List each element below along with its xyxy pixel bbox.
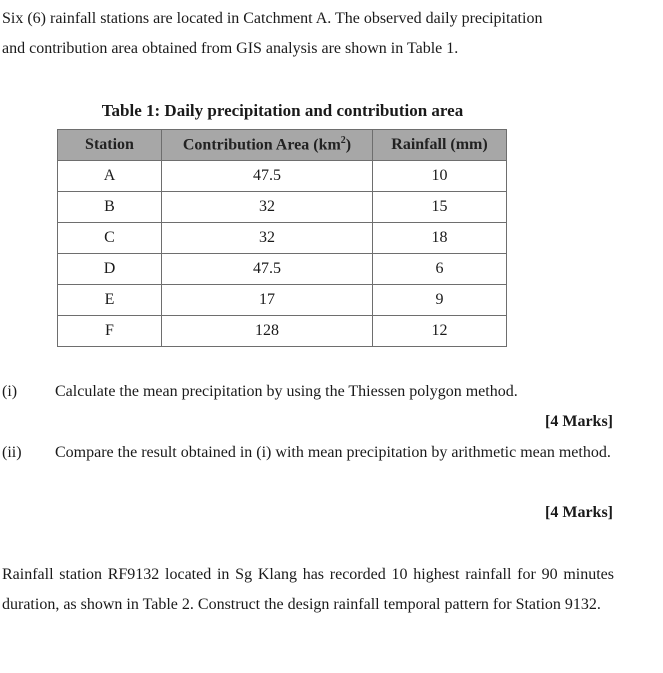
table-row [58, 316, 507, 347]
table-row [58, 192, 507, 223]
cell-rainfall: 6 [373, 254, 507, 285]
cell-area: 47.5 [162, 254, 373, 285]
cell-area: 32 [162, 223, 373, 254]
cell-station: F [58, 316, 162, 347]
table-row [58, 285, 507, 316]
table-row [58, 161, 507, 192]
table-header-row [58, 130, 507, 161]
closing-paragraph: Rainfall station RF9132 located in Sg Klang has recorded 10 highest rainfall for 90 minutes duration, as shown in Table 2. Construct the design rainfall temporal pattern for Station 9132. [2, 566, 614, 613]
cell-area: 47.5 [162, 161, 373, 192]
precipitation-table [57, 129, 507, 347]
table-row [58, 223, 507, 254]
header-rainfall: Rainfall (mm) [373, 130, 507, 161]
cell-area: 32 [162, 192, 373, 223]
table-caption: Table 1: Daily precipitation and contribution area [101, 101, 464, 120]
intro-line-1: Six (6) rainfall stations are located in Catchment A. The observed daily precipitation [2, 10, 543, 27]
cell-station: B [58, 192, 162, 223]
header-contribution-area [162, 130, 373, 161]
cell-area: 17 [162, 285, 373, 316]
cell-area: 128 [162, 316, 373, 347]
cell-station: D [58, 254, 162, 285]
cell-rainfall: 9 [373, 285, 507, 316]
cell-rainfall: 18 [373, 223, 507, 254]
question-1-marks: [4 Marks] [545, 413, 613, 430]
cell-station: A [58, 161, 162, 192]
cell-station: E [58, 285, 162, 316]
header-area-prefix: Contribution Area (km [182, 136, 341, 154]
question-2-number: (ii) [2, 444, 22, 461]
header-area-suffix: ) [345, 136, 352, 154]
intro-line-2: and contribution area obtained from GIS analysis are shown in Table 1. [2, 40, 459, 57]
table-row [58, 254, 507, 285]
cell-rainfall: 15 [373, 192, 507, 223]
question-1-text: Calculate the mean precipitation by using the Thiessen polygon method. [55, 383, 518, 400]
header-area-sup: 2 [340, 135, 346, 147]
header-station: Station [58, 130, 162, 161]
cell-rainfall: 12 [373, 316, 507, 347]
question-1-number: (i) [2, 383, 18, 400]
cell-rainfall: 10 [373, 161, 507, 192]
question-2-text: Compare the result obtained in (i) with mean precipitation by arithmetic mean method. [55, 444, 611, 461]
question-2-marks: [4 Marks] [545, 504, 613, 521]
cell-station: C [58, 223, 162, 254]
